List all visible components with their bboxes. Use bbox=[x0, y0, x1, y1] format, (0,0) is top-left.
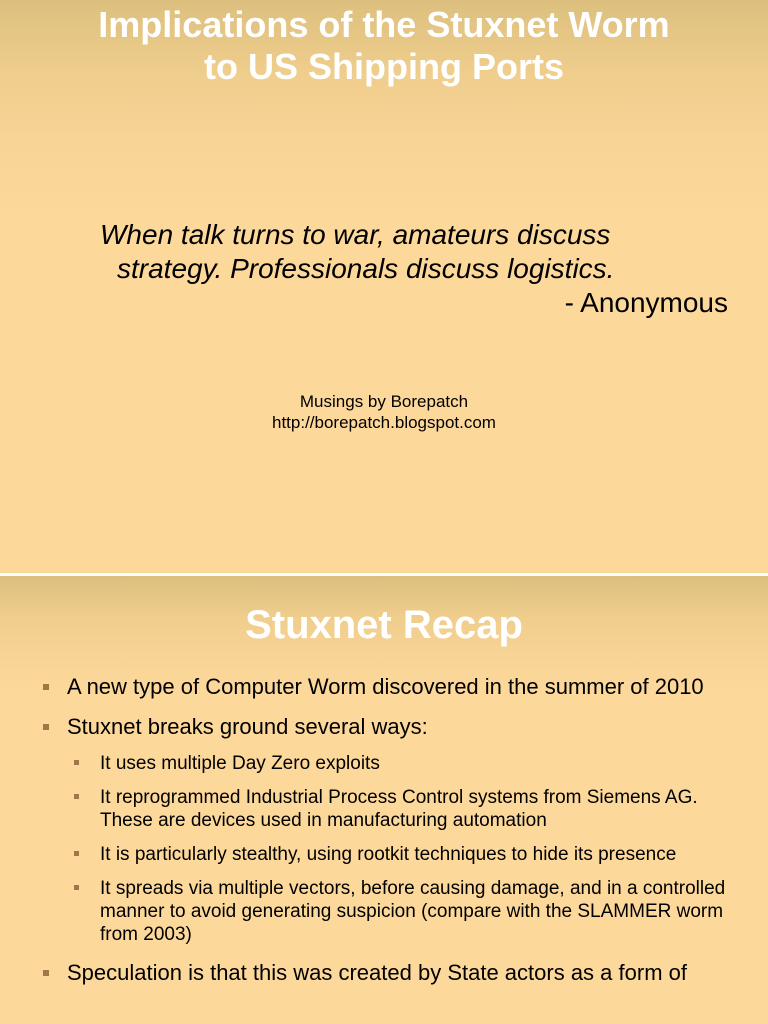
sub-bullet-item bbox=[73, 752, 730, 775]
recap-slide-title: Stuxnet Recap bbox=[245, 603, 523, 647]
quote-line-2: strategy. Professionals discuss logistics. bbox=[117, 253, 615, 284]
sub-bullet-item bbox=[73, 786, 730, 832]
quote-attribution: - Anonymous bbox=[564, 287, 728, 318]
bullet-item bbox=[40, 674, 730, 700]
author-line: Musings by Borepatch bbox=[299, 392, 469, 411]
square-bullet-icon bbox=[74, 760, 79, 765]
sub-bullet-text: It uses multiple Day Zero exploits bbox=[100, 753, 380, 774]
bullet-text: A new type of Computer Worm discovered in the summer of 2010 bbox=[67, 674, 704, 699]
sub-bullet-text: It spreads via multiple vectors, before causing damage, and in a controlled manner to avoid generating suspicion (compare with the SLAMMER worm from 2003) bbox=[100, 878, 726, 945]
sub-bullet-list bbox=[73, 752, 730, 946]
slide-title-line-1: Implications of the Stuxnet Worm bbox=[98, 4, 670, 45]
sub-bullet-item bbox=[73, 843, 730, 866]
sub-bullet-text: It reprogrammed Industrial Process Control systems from Siemens AG. These are devices used in manufacturing automation bbox=[100, 787, 698, 831]
square-bullet-icon bbox=[43, 724, 49, 730]
epigraph-quote bbox=[100, 218, 740, 286]
sub-bullet-item bbox=[73, 877, 730, 946]
square-bullet-icon bbox=[74, 794, 79, 799]
sub-bullet-text: It is particularly stealthy, using rootkit techniques to hide its presence bbox=[100, 844, 677, 865]
blog-url: http://borepatch.blogspot.com bbox=[272, 413, 496, 432]
square-bullet-icon bbox=[43, 970, 49, 976]
bullet-list bbox=[40, 674, 730, 1000]
slide-title-line-2: to US Shipping Ports bbox=[204, 46, 564, 87]
bullet-text: Speculation is that this was created by State actors as a form of bbox=[67, 960, 687, 985]
slide-title bbox=[0, 4, 768, 88]
author-credits bbox=[0, 391, 768, 433]
bullet-item bbox=[40, 960, 730, 986]
square-bullet-icon bbox=[74, 885, 79, 890]
bullet-text: Stuxnet breaks ground several ways: bbox=[67, 714, 428, 739]
square-bullet-icon bbox=[43, 684, 49, 690]
quote-line-1: When talk turns to war, amateurs discuss bbox=[100, 219, 611, 250]
bullet-item bbox=[40, 714, 730, 946]
square-bullet-icon bbox=[74, 851, 79, 856]
